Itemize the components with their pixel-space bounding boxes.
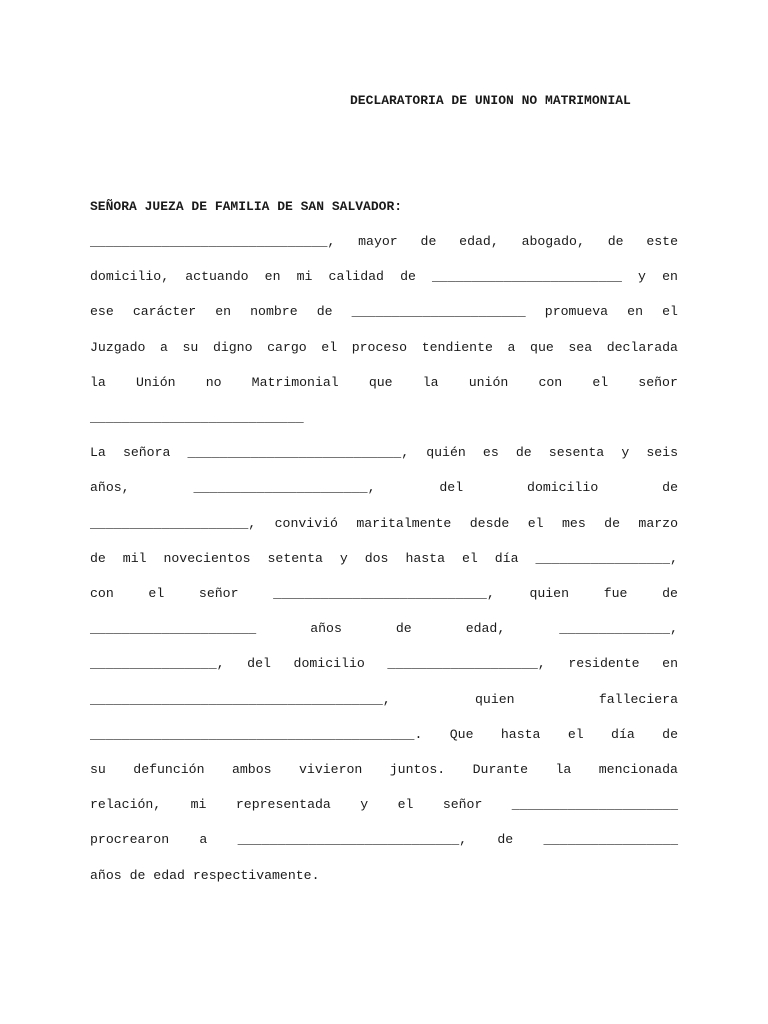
body-word: juntos. — [389, 762, 446, 777]
body-line — [90, 866, 678, 886]
body-word: de — [515, 445, 532, 461]
body-word: el — [662, 304, 678, 320]
body-word: en — [662, 656, 678, 672]
body-line — [90, 690, 678, 710]
document-title: DECLARATORIA DE UNION NO MATRIMONIAL — [350, 93, 631, 108]
body-word: fue — [603, 586, 628, 601]
body-word: en — [627, 304, 643, 320]
body-word: hasta — [405, 550, 446, 566]
body-word: día — [611, 726, 635, 742]
body-word: el — [321, 339, 338, 355]
body-word: representada — [235, 797, 331, 813]
body-word: edad, — [465, 621, 506, 637]
body-word: y — [360, 797, 369, 813]
body-word: sea — [568, 339, 593, 355]
body-word: en — [264, 269, 281, 285]
body-word: este — [646, 234, 678, 249]
body-word: que — [530, 339, 554, 355]
blank-field: _____________________ — [511, 797, 678, 813]
body-word: señor — [198, 586, 239, 601]
body-word: señor — [442, 797, 483, 813]
body-word: el — [148, 586, 165, 601]
body-word: carácter — [132, 304, 197, 320]
body-word: de — [607, 234, 624, 249]
body-word: a — [160, 339, 168, 355]
body-word: el — [527, 515, 544, 531]
body-word: en — [662, 269, 678, 285]
body-word: unión — [468, 374, 509, 390]
body-word: quien — [475, 691, 515, 707]
body-word: domicilio — [293, 656, 365, 672]
body-word: del — [439, 480, 464, 496]
body-word: actuando — [185, 269, 249, 285]
body-word: el — [567, 726, 584, 742]
body-word: y — [621, 445, 630, 461]
body-word: y — [339, 550, 348, 566]
body-word: Juzgado — [90, 339, 146, 355]
body-word: de — [662, 480, 678, 496]
body-line — [90, 514, 678, 534]
body-line — [90, 760, 678, 780]
body-word: de — [400, 269, 416, 285]
body-word: de — [395, 621, 412, 637]
body-word: la — [90, 374, 106, 390]
body-word: es — [482, 445, 499, 461]
body-word: ambos — [231, 762, 272, 777]
body-line — [90, 725, 678, 745]
body-word: desde — [469, 515, 510, 531]
body-word: mes — [562, 515, 586, 531]
blank-field: ______________________ — [351, 304, 526, 320]
body-line — [90, 478, 678, 498]
body-line — [90, 795, 678, 815]
body-word: de — [90, 550, 106, 566]
body-word: de — [662, 586, 678, 601]
body-word: relación, — [90, 797, 162, 813]
body-word: de — [420, 234, 437, 249]
blank-field: ___________________________ — [90, 410, 304, 425]
body-word: domicilio, — [90, 269, 170, 285]
body-word: residente — [568, 656, 640, 672]
blank-field: ____________________, — [90, 515, 257, 531]
body-word: tendiente — [421, 339, 493, 355]
body-line — [90, 619, 678, 639]
body-word: años de edad respectivamente. — [90, 867, 320, 883]
blank-field: ____________________________, — [237, 832, 468, 848]
body-word: seis — [646, 445, 678, 461]
body-word: con — [90, 586, 114, 601]
body-word: Durante — [472, 762, 529, 777]
body-word: en — [215, 304, 232, 320]
blank-field: _________________ — [543, 832, 678, 848]
body-word: a — [199, 832, 208, 848]
body-word: la — [555, 762, 572, 777]
addressee-line: SEÑORA JUEZA DE FAMILIA DE SAN SALVADOR: — [90, 199, 403, 214]
body-word: que — [368, 374, 393, 390]
body-word: de — [604, 515, 620, 531]
body-word: de — [662, 726, 678, 742]
body-word: defunción — [133, 762, 205, 777]
blank-field: ___________________, — [387, 656, 546, 672]
body-word: dos — [364, 550, 389, 566]
blank-field: _____________________________________, — [90, 691, 391, 707]
body-word: novecientos — [163, 550, 251, 566]
blank-field: ______________________________, — [90, 234, 336, 249]
body-word: domicilio — [527, 480, 599, 496]
body-word: mi — [296, 269, 313, 285]
body-word: la — [422, 374, 439, 390]
body-word: su — [90, 762, 106, 777]
body-word: con — [538, 374, 563, 390]
blank-field: ________________________ — [432, 269, 622, 285]
body-line — [90, 584, 678, 604]
body-word: del — [247, 656, 271, 672]
body-word: digno — [212, 339, 253, 355]
body-word: cargo — [267, 339, 307, 355]
body-word: Matrimonial — [251, 374, 339, 390]
body-word: promueva — [544, 304, 609, 320]
body-word: años, — [90, 480, 130, 496]
body-word: sesenta — [548, 445, 605, 461]
body-line — [90, 654, 678, 674]
body-word: de — [497, 832, 514, 848]
body-line — [90, 302, 678, 322]
body-word: y — [638, 269, 646, 285]
blank-field: _____________________ — [90, 621, 257, 637]
body-line — [90, 443, 678, 463]
body-line — [90, 267, 678, 287]
body-line — [90, 373, 678, 393]
blank-field: ______________, — [559, 621, 678, 637]
body-word: maritalmente — [356, 515, 452, 531]
body-line — [90, 549, 678, 569]
blank-field: _________________________________________. — [90, 726, 423, 742]
blank-field: ________________, — [90, 656, 225, 672]
blank-field: ______________________, — [193, 480, 376, 496]
body-word: edad, — [459, 234, 499, 249]
body-word: nombre — [250, 304, 298, 320]
body-word: declarada — [606, 339, 678, 355]
body-word: convivió — [274, 515, 338, 531]
body-word: señora — [122, 445, 171, 461]
body-word: quien — [529, 586, 570, 601]
body-word: falleciera — [598, 691, 678, 707]
body-word: mi — [190, 797, 207, 813]
body-word: mencionada — [598, 762, 678, 777]
body-word: ese — [90, 304, 114, 320]
body-line — [90, 338, 678, 358]
blank-field: _________________, — [535, 550, 678, 566]
body-word: mayor — [358, 234, 398, 249]
body-word: el — [397, 797, 414, 813]
blank-field: ___________________________, — [273, 586, 495, 601]
body-word: vivieron — [299, 762, 363, 777]
body-word: abogado, — [521, 234, 585, 249]
body-word: setenta — [267, 550, 323, 566]
body-word: día — [494, 550, 519, 566]
blank-field: ___________________________, — [187, 445, 410, 461]
body-word: el — [592, 374, 609, 390]
body-word: proceso — [351, 339, 408, 355]
body-word: a — [507, 339, 516, 355]
body-word: señor — [638, 374, 678, 390]
body-word: La — [90, 445, 106, 461]
body-word: de — [316, 304, 333, 320]
body-word: su — [182, 339, 199, 355]
body-word: no — [205, 374, 222, 390]
body-word: calidad — [328, 269, 384, 285]
body-word: Que — [449, 726, 474, 742]
body-word: procrearon — [90, 832, 170, 848]
body-word: años — [310, 621, 342, 637]
body-word: el — [461, 550, 478, 566]
body-word: hasta — [500, 726, 541, 742]
body-word: quién — [426, 445, 466, 461]
body-line — [90, 232, 678, 252]
body-word: mil — [122, 550, 147, 566]
body-line — [90, 830, 678, 850]
body-line — [90, 408, 678, 428]
body-word: marzo — [638, 515, 678, 531]
body-word: Unión — [135, 374, 176, 390]
